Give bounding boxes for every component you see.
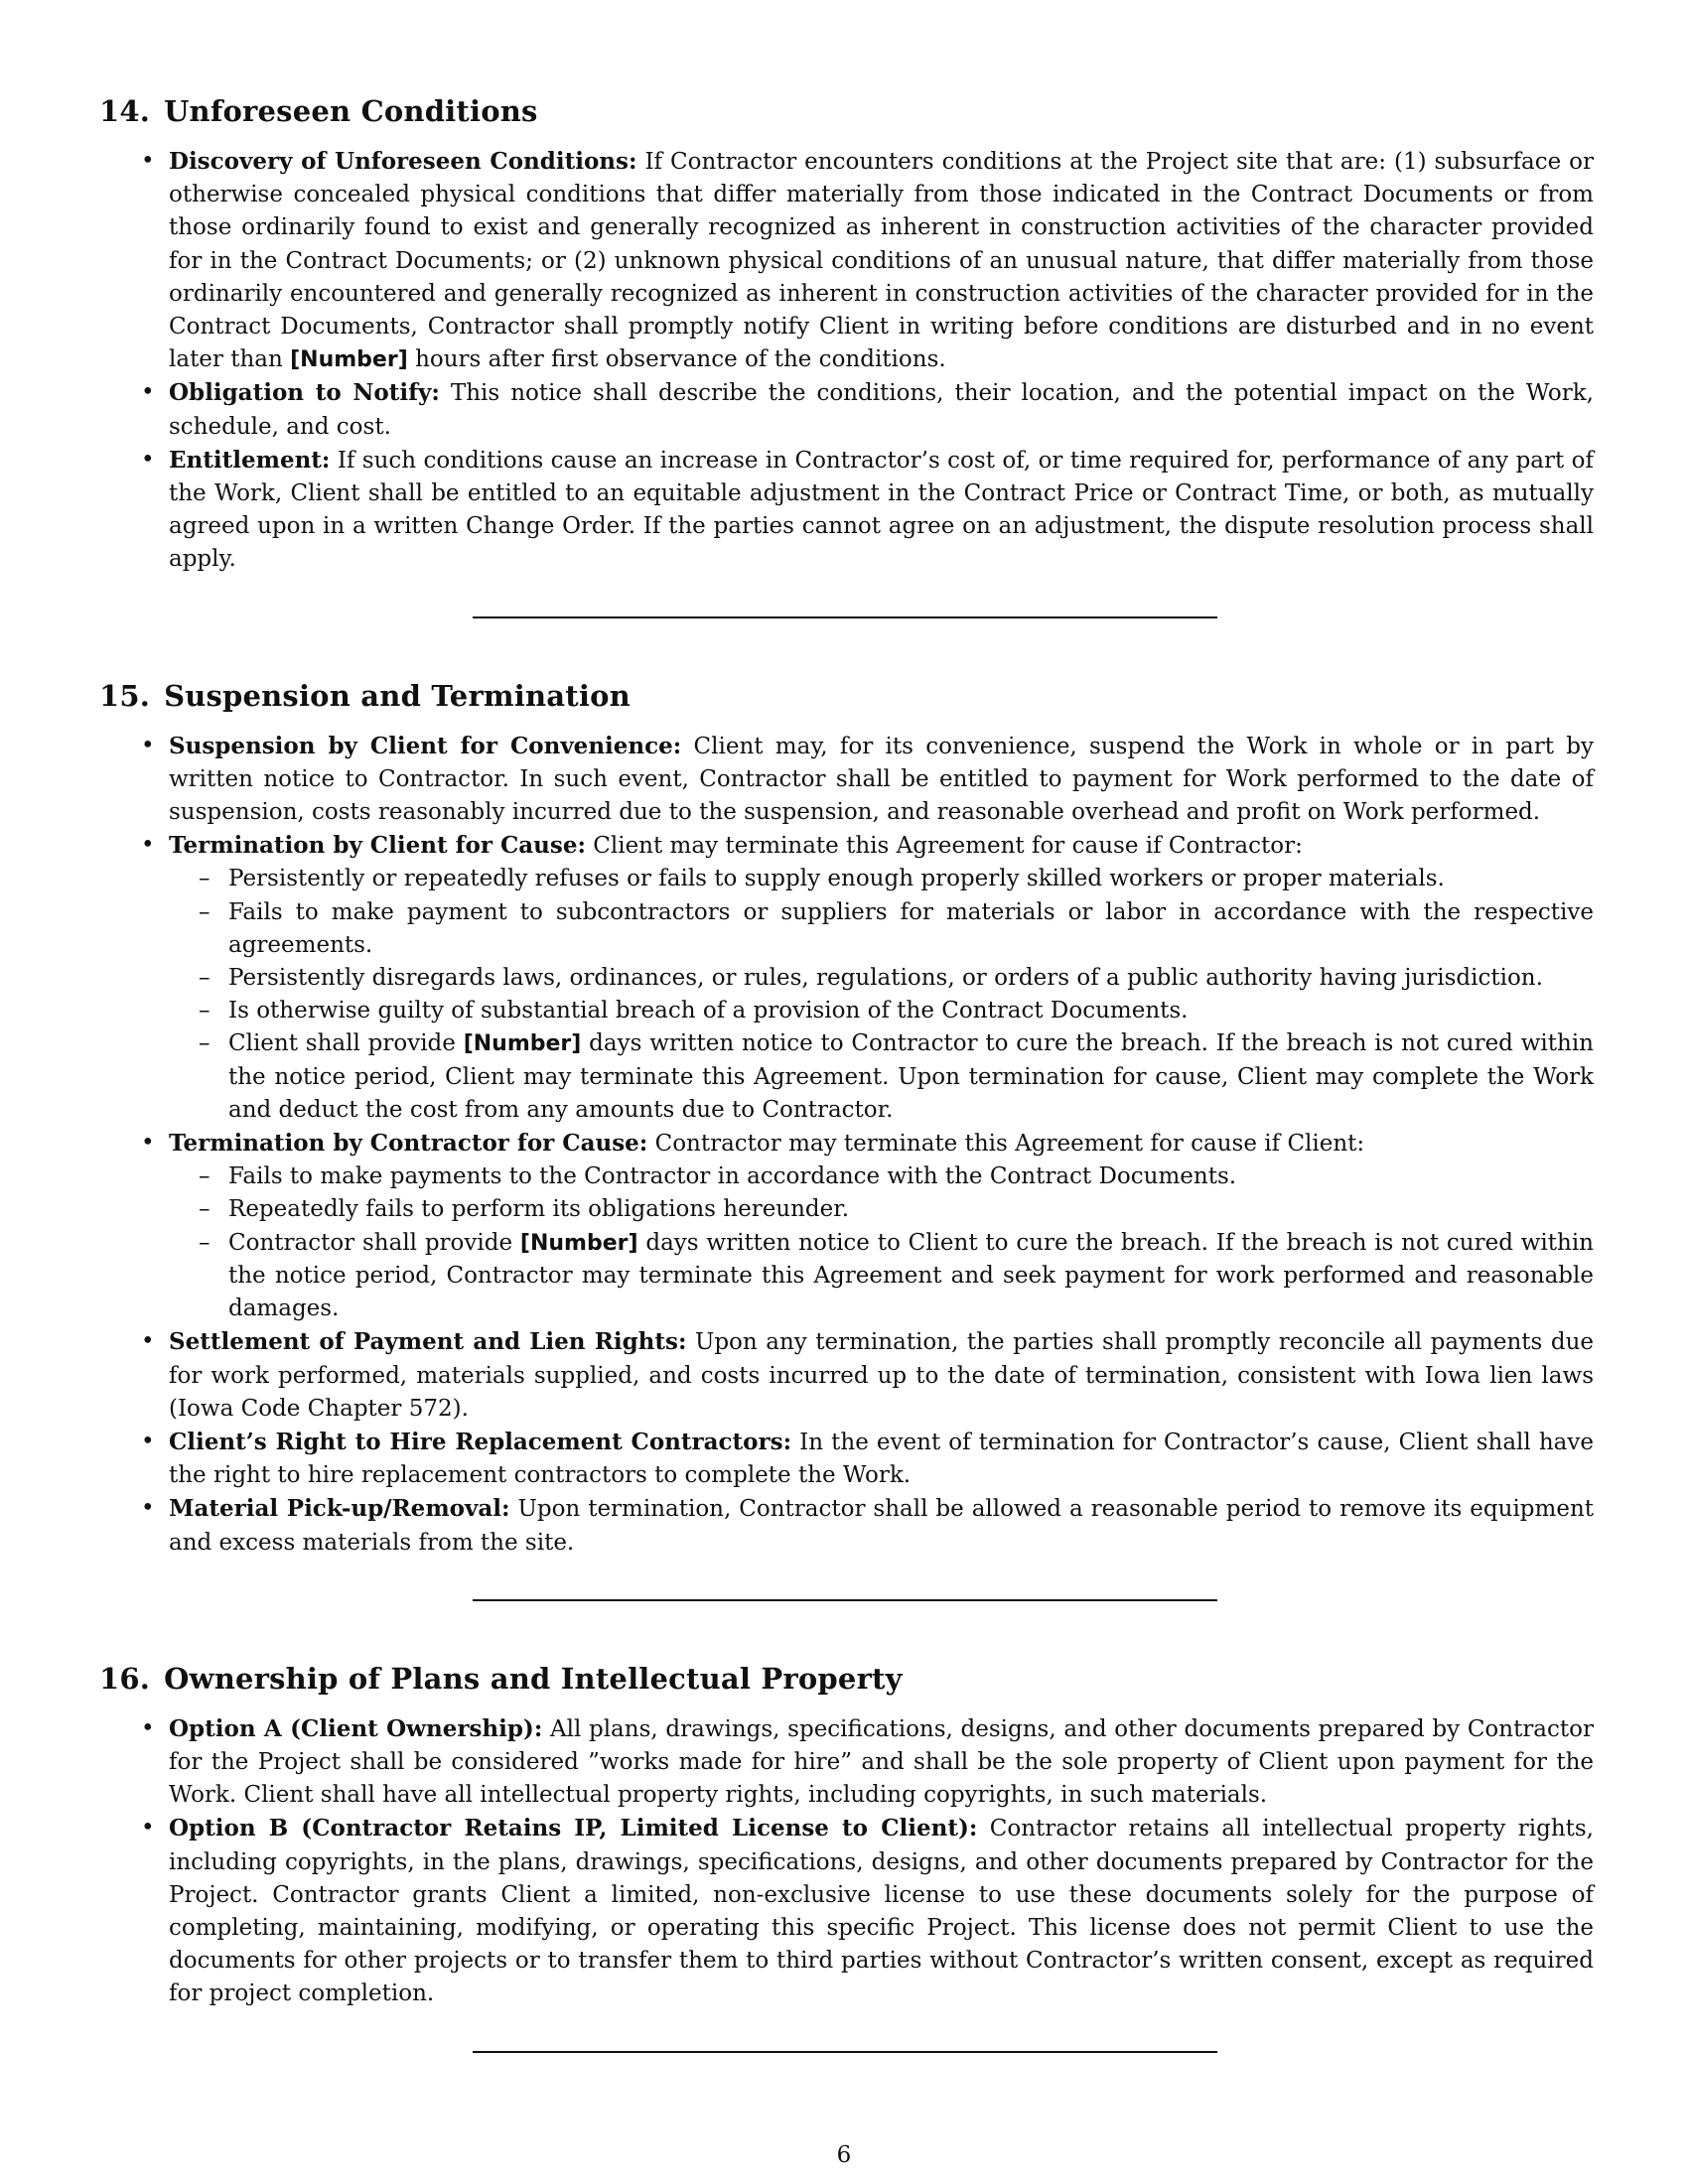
sub-item: – Fails to make payments to the Contractor in accordance with the Contract Documents. — [228, 1160, 1594, 1193]
item-text: If Contractor encounters conditions at the Project site that are: (1) subsurface or otherwise concealed physical conditions that differ materially from those indicated in the Contract Documents or from those ordinarily found to exist and generally recognized as inherent in construction activities of the character provided for in the Contract Documents; or (2) unknown physical conditions of an unusual nature, that differ materially from those ordinarily encountered and generally recognized as inherent in construction activities of the character provided for in the Contract Documents, Contractor shall promptly notify Client in writing before conditions are disturbed and in no event later than — [169, 149, 1595, 373]
list-item — [169, 1712, 1594, 1813]
item-lead: Termination by Contractor for Cause: — [169, 1130, 648, 1158]
bullet-list — [99, 730, 1594, 1560]
item-lead: Client’s Right to Hire Replacement Contractors: — [169, 1428, 792, 1455]
section-title: Unforeseen Conditions — [164, 94, 538, 128]
sub-item-text: Client shall provide — [228, 1030, 464, 1057]
section-14 — [99, 91, 1594, 618]
section-number: 16. — [99, 1661, 151, 1696]
section-divider — [473, 2051, 1217, 2053]
item-text: Client may, for its convenience, suspend the Work in whole or in part by written notice to Contractor. In such event, Contractor shall be entitled to payment for Work performed to the date of suspension, costs reasonably incurred due to the suspension, and reasonable overhead and profit on Work performed. — [169, 733, 1594, 826]
list-item — [169, 730, 1594, 830]
item-text: Client may terminate this Agreement for cause if Contractor: — [585, 833, 1303, 860]
item-text: In the event of termination for Contractor’s cause, Client shall have the right to hire replacement contractors to complete the Work. — [169, 1429, 1594, 1489]
page-number: 6 — [836, 2142, 852, 2168]
section-heading — [99, 676, 1594, 716]
item-text: If such conditions cause an increase in Contractor’s cost of, or time required for, performance of any part of the Work, Client shall be entitled to an equitable adjustment in the Contract Price or Contract Time, or both, as mutually agreed upon in a written Change Order. If the parties cannot agree on an adjustment, the dispute resolution process shall apply. — [169, 447, 1594, 573]
sub-item: – Persistently or repeatedly refuses or fails to supply enough properly skilled workers or proper materials. — [228, 863, 1594, 895]
list-item — [169, 829, 1594, 1127]
sub-item — [228, 1227, 1594, 1326]
item-lead: Material Pick-up/Removal: — [169, 1495, 510, 1523]
item-text: Upon termination, Contractor shall be allowed a reasonable period to remove its equipment and excess materials from the site. — [169, 1496, 1594, 1556]
section-divider — [473, 1599, 1217, 1601]
number-placeholder: [Number] — [519, 1230, 638, 1256]
sub-item-text: days written notice to Client to cure the breach. If the breach is not cured within the notice period, Contractor may terminate this Agreement and seek payment for work performed and reasonable damages. — [228, 1229, 1594, 1322]
list-item — [169, 1127, 1594, 1325]
section-title: Suspension and Termination — [164, 678, 631, 713]
section-number: 15. — [99, 678, 151, 713]
bullet-list — [99, 145, 1594, 577]
item-lead: Entitlement: — [169, 446, 331, 474]
item-lead: Option A (Client Ownership): — [169, 1714, 543, 1742]
item-lead: Discovery of Unforeseen Conditions: — [169, 148, 637, 175]
list-item — [169, 376, 1594, 443]
list-item — [169, 1492, 1594, 1559]
item-text: All plans, drawings, specifications, designs, and other documents prepared by Contractor for the Project shall be considered ”works made for hire” and shall be the sole property of Client upon payment for the Work. Client shall have all intellectual property rights, including copyrights, in such materials. — [169, 1715, 1594, 1809]
sub-list — [169, 1160, 1594, 1325]
bullet-list — [99, 1712, 1594, 2011]
section-16 — [99, 1659, 1594, 2053]
section-divider — [473, 616, 1217, 618]
item-lead: Option B (Contractor Retains IP, Limited License to Client): — [169, 1815, 978, 1843]
list-item — [169, 1426, 1594, 1492]
list-item — [169, 1812, 1594, 2010]
document-page — [99, 91, 1594, 2111]
sub-item — [228, 1027, 1594, 1127]
section-heading — [99, 91, 1594, 131]
item-text: Upon any termination, the parties shall promptly reconcile all payments due for work performed, materials supplied, and costs incurred up to the date of termination, consistent with Iowa lien laws (Iowa Code Chapter 572). — [169, 1329, 1594, 1422]
number-placeholder: [Number] — [463, 1031, 582, 1057]
sub-list — [169, 863, 1594, 1127]
item-lead: Suspension by Client for Convenience: — [169, 732, 682, 759]
sub-item-text: days written notice to Contractor to cure the breach. If the breach is not cured within the notice period, Client may terminate this Agreement. Upon termination for cause, Client may complete the Work and deduct the cost from any amounts due to Contractor. — [228, 1030, 1594, 1123]
item-lead: Obligation to Notify: — [169, 379, 440, 407]
section-number: 14. — [99, 94, 151, 128]
item-text: This notice shall describe the conditions, their location, and the potential impact on the Work, schedule, and cost. — [169, 380, 1594, 440]
number-placeholder: [Number] — [290, 347, 408, 373]
section-title: Ownership of Plans and Intellectual Property — [164, 1661, 903, 1696]
list-item — [169, 444, 1594, 577]
sub-item: – Is otherwise guilty of substantial breach of a provision of the Contract Documents. — [228, 995, 1594, 1027]
item-lead: Settlement of Payment and Lien Rights: — [169, 1328, 687, 1356]
list-item — [169, 1325, 1594, 1426]
sub-item-text: Contractor shall provide — [228, 1229, 520, 1256]
sub-item: – Persistently disregards laws, ordinances, or rules, regulations, or orders of a public authority having jurisdiction. — [228, 962, 1594, 995]
list-item — [169, 145, 1594, 376]
item-text: Contractor may terminate this Agreement for cause if Client: — [647, 1131, 1365, 1158]
section-heading — [99, 1659, 1594, 1699]
item-text: hours after first observance of the conditions. — [407, 346, 946, 373]
section-15 — [99, 676, 1594, 1601]
sub-item: – Repeatedly fails to perform its obligations hereunder. — [228, 1193, 1594, 1226]
sub-item: – Fails to make payment to subcontractors or suppliers for materials or labor in accordance with the respective agreements. — [228, 896, 1594, 962]
item-text: Contractor retains all intellectual property rights, including copyrights, in the plans, drawings, specifications, designs, and other documents prepared by Contractor for the Project. Contractor grants Client a limited, non-exclusive license to use these documents solely for the purpose of completing, maintaining, modifying, or operating this specific Project. This license does not permit Client to use the documents for other projects or to transfer them to third parties without Contractor’s written consent, except as required for project completion. — [169, 1816, 1594, 2007]
item-lead: Termination by Client for Cause: — [169, 832, 586, 860]
